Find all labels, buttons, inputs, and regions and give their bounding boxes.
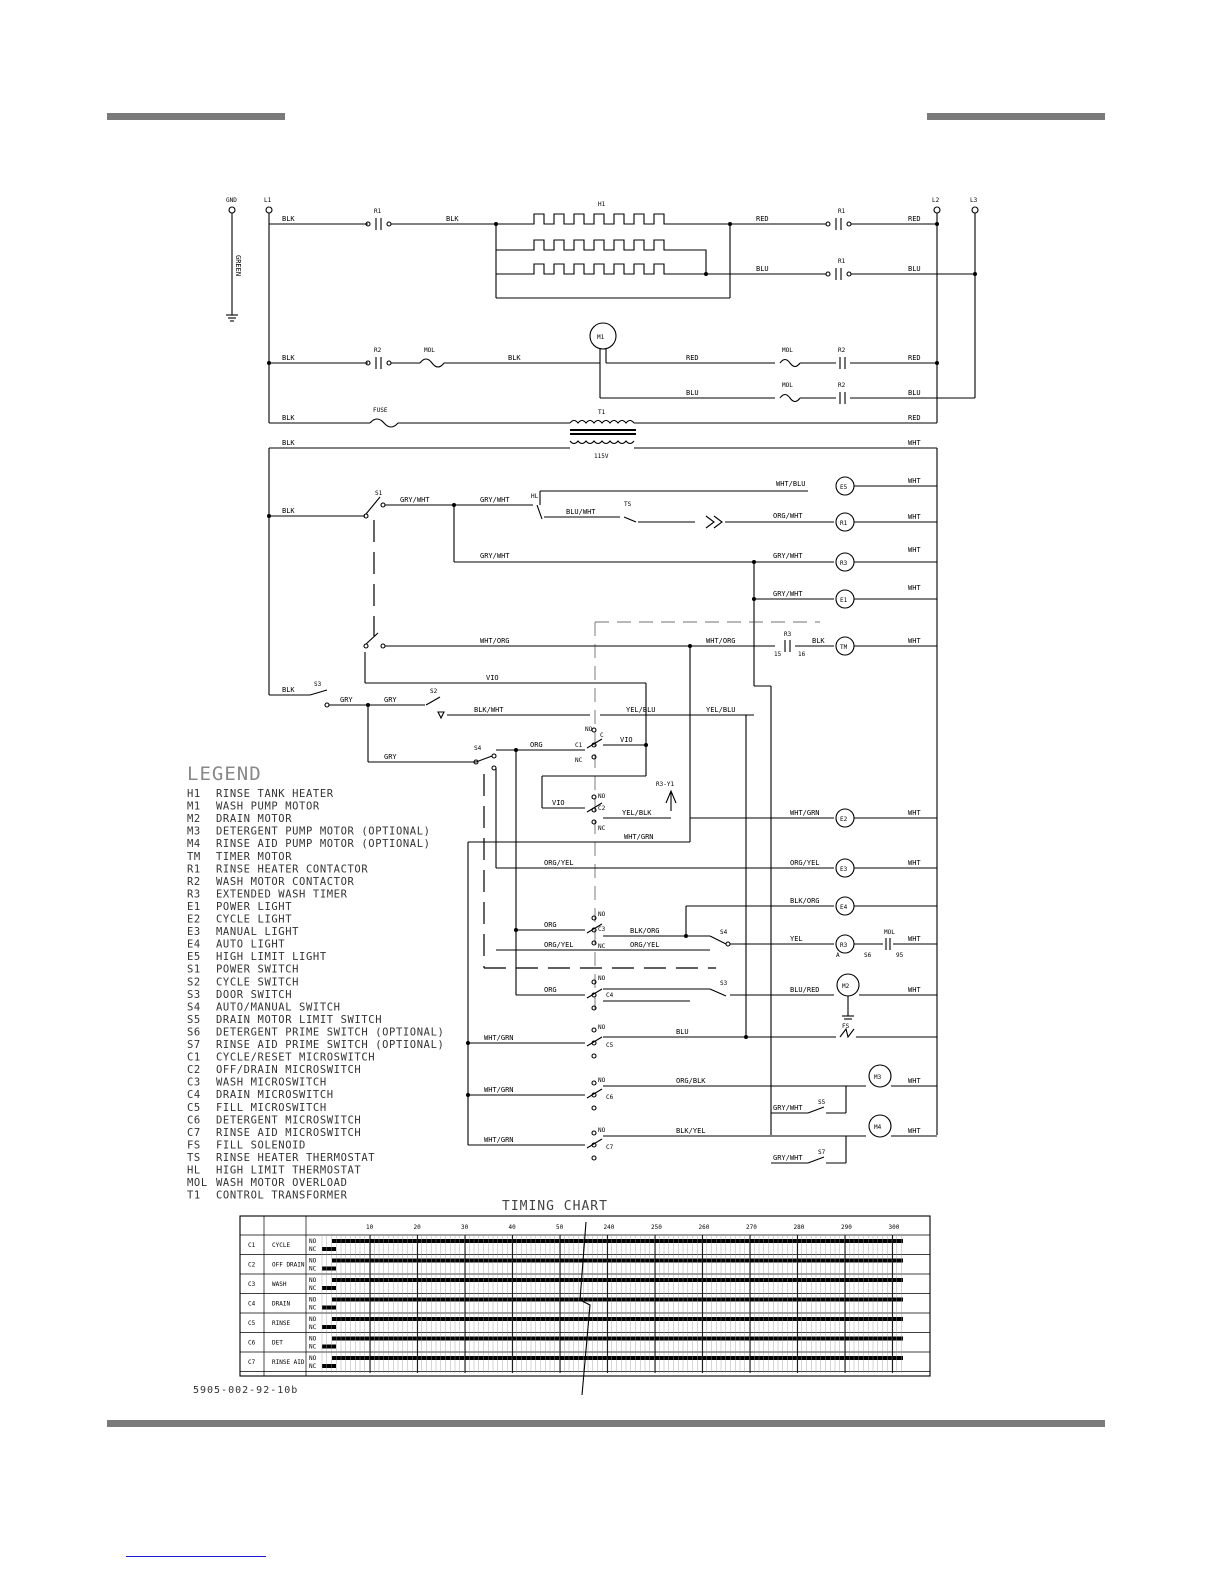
legend-desc-s4: AUTO/MANUAL SWITCH — [216, 1001, 341, 1014]
svg-text:GRY/WHT: GRY/WHT — [773, 552, 803, 560]
svg-text:S4: S4 — [720, 929, 728, 936]
timing-row-name: WASH — [272, 1281, 287, 1288]
svg-text:MOL: MOL — [782, 347, 793, 354]
l2-terminal — [934, 207, 940, 213]
svg-text:WHT: WHT — [908, 584, 921, 592]
svg-text:BLK: BLK — [282, 215, 295, 223]
svg-text:WHT: WHT — [908, 986, 921, 994]
svg-text:ORG/YEL: ORG/YEL — [630, 941, 660, 949]
svg-text:R2: R2 — [374, 347, 382, 354]
svg-text:R3: R3 — [840, 942, 848, 949]
h1-element-3 — [496, 264, 706, 274]
svg-text:BLK: BLK — [446, 215, 459, 223]
timing-nc-label: NC — [309, 1363, 317, 1370]
svg-text:95: 95 — [896, 952, 904, 959]
svg-text:R1: R1 — [374, 208, 382, 215]
timing-no-label: NO — [309, 1296, 317, 1304]
svg-text:WHT/GRN: WHT/GRN — [484, 1136, 514, 1144]
green-label: GREEN — [234, 255, 242, 277]
timing-row-name: RINSE AID — [272, 1359, 305, 1366]
legend-desc-e4: AUTO LIGHT — [216, 938, 286, 951]
svg-text:16: 16 — [798, 651, 806, 658]
svg-text:NO: NO — [598, 1024, 606, 1031]
svg-text:NO: NO — [598, 793, 606, 800]
legend-code-s2: S2 — [187, 976, 201, 989]
svg-text:R1: R1 — [838, 208, 846, 215]
legend-code-s7: S7 — [187, 1039, 201, 1051]
l3-terminal — [972, 207, 978, 213]
legend-code-r3: R3 — [187, 888, 201, 901]
svg-text:GRY: GRY — [340, 696, 353, 704]
svg-text:A: A — [836, 952, 840, 959]
svg-text:E1: E1 — [840, 597, 848, 604]
timing-row-code: C3 — [248, 1281, 256, 1288]
legend-desc-s1: POWER SWITCH — [216, 963, 300, 976]
legend-desc-s5: DRAIN MOTOR LIMIT SWITCH — [216, 1013, 383, 1026]
svg-text:R2: R2 — [838, 382, 846, 389]
svg-text:R2: R2 — [838, 347, 846, 354]
svg-text:WHT/GRN: WHT/GRN — [790, 809, 820, 817]
legend-code-e4: E4 — [187, 938, 201, 951]
timing-nc-label: NC — [309, 1324, 317, 1331]
timing-tick-label: 270 — [746, 1224, 757, 1231]
legend-desc-e1: POWER LIGHT — [216, 900, 293, 913]
timing-row-name: RINSE — [272, 1320, 291, 1327]
svg-text:NO: NO — [598, 911, 606, 918]
svg-text:ORG/YEL: ORG/YEL — [544, 859, 574, 867]
svg-text:S2: S2 — [430, 688, 438, 695]
timing-no-label: NO — [309, 1257, 317, 1265]
timing-chart-title: TIMING CHART — [502, 1199, 608, 1214]
svg-text:GRY/WHT: GRY/WHT — [480, 552, 510, 560]
legend-desc-hl: HIGH LIMIT THERMOSTAT — [216, 1164, 362, 1177]
svg-text:NO: NO — [598, 1077, 606, 1084]
svg-text:GRY: GRY — [384, 753, 397, 761]
svg-text:T1: T1 — [598, 409, 606, 416]
cycle-circuit — [269, 652, 937, 1145]
svg-text:BLK: BLK — [282, 507, 295, 515]
svg-text:RED: RED — [908, 215, 921, 223]
h1-element-1 — [496, 214, 730, 224]
legend-code-m2: M2 — [187, 813, 201, 826]
timing-no-label: NO — [309, 1316, 317, 1323]
svg-text:WHT: WHT — [908, 1127, 921, 1135]
timing-tick-label: 10 — [366, 1224, 374, 1231]
timing-nc-label: NC — [309, 1343, 317, 1351]
svg-text:BLU: BLU — [756, 265, 769, 273]
legend-desc-s3: DOOR SWITCH — [216, 988, 293, 1001]
svg-text:C5: C5 — [606, 1042, 614, 1049]
timing-nc-label: NC — [309, 1304, 317, 1312]
svg-text:BLK/YEL: BLK/YEL — [676, 1127, 706, 1135]
svg-text:15: 15 — [774, 651, 782, 658]
legend-code-e3: E3 — [187, 926, 201, 939]
timing-row-name: DRAIN — [272, 1300, 291, 1308]
timing-nc-label: NC — [309, 1265, 317, 1273]
legend-code-c1: C1 — [187, 1051, 201, 1064]
svg-text:WHT: WHT — [908, 935, 921, 943]
svg-text:C6: C6 — [606, 1094, 614, 1101]
ground-wire — [226, 213, 242, 321]
legend-code-s1: S1 — [187, 963, 201, 976]
svg-text:MOL: MOL — [424, 347, 435, 354]
l2-label: L2 — [932, 197, 940, 204]
svg-text:WHT/GRN: WHT/GRN — [484, 1086, 514, 1094]
svg-text:WHT: WHT — [908, 439, 921, 447]
svg-text:NO: NO — [598, 975, 606, 982]
svg-text:RED: RED — [908, 354, 921, 362]
svg-text:S1: S1 — [375, 490, 383, 497]
svg-text:ORG: ORG — [530, 741, 543, 749]
legend-code-h1: H1 — [187, 788, 201, 800]
legend-desc-e3: MANUAL LIGHT — [216, 926, 300, 939]
svg-text:GRY/WHT: GRY/WHT — [480, 496, 510, 504]
legend-desc-t1: CONTROL TRANSFORMER — [216, 1189, 348, 1202]
legend-desc-ts: RINSE HEATER THERMOSTAT — [216, 1151, 376, 1164]
svg-text:NO: NO — [598, 1127, 606, 1134]
svg-text:GRY/WHT: GRY/WHT — [773, 590, 803, 598]
svg-text:BLK/ORG: BLK/ORG — [630, 927, 660, 935]
timing-no-label: NO — [309, 1238, 317, 1245]
legend-code-c3: C3 — [187, 1076, 201, 1089]
svg-text:BLK: BLK — [282, 354, 295, 362]
svg-text:WHT: WHT — [908, 546, 921, 554]
legend-code-c6: C6 — [187, 1114, 201, 1127]
svg-text:WHT: WHT — [908, 637, 921, 645]
legend-desc-fs: FILL SOLENOID — [216, 1139, 306, 1152]
timer-switch-circuit — [466, 715, 937, 1173]
svg-text:R1: R1 — [840, 520, 848, 527]
legend-code-m4: M4 — [187, 838, 201, 851]
l1-terminal — [266, 207, 272, 213]
svg-text:WHT/ORG: WHT/ORG — [706, 637, 736, 645]
gnd-label: GND — [226, 197, 237, 204]
timing-tick-label: 260 — [698, 1224, 710, 1231]
legend-code-s3: S3 — [187, 988, 201, 1001]
legend-code-m1: M1 — [187, 800, 201, 813]
svg-text:H1: H1 — [598, 201, 606, 208]
svg-text:YEL/BLU: YEL/BLU — [626, 706, 656, 714]
svg-text:E3: E3 — [840, 866, 848, 873]
timing-row-code: C7 — [248, 1359, 256, 1366]
timing-chart — [240, 1199, 930, 1395]
timing-row-code: C1 — [248, 1242, 256, 1249]
svg-text:115V: 115V — [594, 453, 609, 460]
legend-code-e2: E2 — [187, 913, 201, 926]
timing-row-code: C4 — [248, 1300, 256, 1308]
timing-row-name: CYCLE — [272, 1242, 291, 1249]
svg-text:GRY/WHT: GRY/WHT — [773, 1104, 803, 1112]
timing-no-label: NO — [309, 1335, 317, 1343]
svg-text:BLK: BLK — [282, 414, 295, 422]
timing-tick-label: 280 — [793, 1224, 805, 1231]
legend-desc-s6: DETERGENT PRIME SWITCH (OPTIONAL) — [216, 1026, 445, 1039]
gnd-terminal — [229, 207, 235, 213]
svg-text:YEL: YEL — [790, 935, 803, 943]
timing-row-name: OFF DRAIN — [272, 1261, 305, 1269]
legend-code-fs: FS — [187, 1139, 201, 1152]
legend-code-c2: C2 — [187, 1064, 201, 1077]
l1-label: L1 — [264, 197, 272, 204]
legend-desc-c5: FILL MICROSWITCH — [216, 1101, 327, 1114]
legend-code-s5: S5 — [187, 1013, 201, 1026]
timing-nc-label: NC — [309, 1246, 317, 1253]
svg-text:HL: HL — [531, 493, 539, 500]
svg-text:RED: RED — [908, 414, 921, 422]
svg-text:NC: NC — [598, 825, 606, 832]
legend-code-c5: C5 — [187, 1101, 201, 1114]
svg-text:BLK/WHT: BLK/WHT — [474, 706, 504, 714]
svg-text:TS: TS — [624, 501, 632, 508]
svg-text:BLK: BLK — [282, 686, 295, 694]
legend-code-s4: S4 — [187, 1001, 201, 1014]
svg-text:E5: E5 — [840, 484, 848, 491]
legend-desc-r1: RINSE HEATER CONTACTOR — [216, 863, 369, 876]
svg-text:GRY/WHT: GRY/WHT — [773, 1154, 803, 1162]
svg-text:BLK: BLK — [812, 637, 825, 645]
svg-text:R3: R3 — [784, 631, 792, 638]
svg-text:RED: RED — [756, 215, 769, 223]
legend-desc-m1: WASH PUMP MOTOR — [216, 800, 320, 813]
legend-desc-c2: OFF/DRAIN MICROSWITCH — [216, 1064, 362, 1077]
timing-tick-label: 240 — [603, 1224, 615, 1231]
h1-element-2 — [496, 240, 706, 274]
timing-tick-label: 30 — [461, 1224, 469, 1231]
legend-desc-mol: WASH MOTOR OVERLOAD — [216, 1177, 348, 1190]
svg-text:BLU: BLU — [686, 389, 699, 397]
svg-text:E2: E2 — [840, 816, 848, 823]
svg-text:BLU: BLU — [676, 1028, 689, 1036]
svg-text:ORG/YEL: ORG/YEL — [790, 859, 820, 867]
svg-text:S7: S7 — [818, 1149, 826, 1156]
svg-text:MOL: MOL — [782, 382, 793, 389]
svg-text:R3: R3 — [840, 560, 848, 567]
svg-text:WHT/ORG: WHT/ORG — [480, 637, 510, 645]
timing-tick-label: 40 — [508, 1224, 516, 1231]
legend-desc-c4: DRAIN MICROSWITCH — [216, 1089, 334, 1102]
svg-text:BLU: BLU — [908, 389, 921, 397]
legend-desc-c6: DETERGENT MICROSWITCH — [216, 1114, 362, 1127]
wash-motor-circuit — [267, 323, 975, 404]
svg-text:S3: S3 — [720, 980, 728, 987]
legend-desc-c3: WASH MICROSWITCH — [216, 1076, 327, 1089]
svg-text:BLK: BLK — [282, 439, 295, 447]
svg-text:RED: RED — [686, 354, 699, 362]
svg-text:BLU: BLU — [908, 265, 921, 273]
timing-chart-grid — [322, 1222, 902, 1395]
timing-no-label: NO — [309, 1277, 317, 1284]
svg-text:VIO: VIO — [620, 736, 633, 744]
svg-text:M2: M2 — [842, 983, 850, 990]
svg-text:R1: R1 — [838, 258, 846, 265]
legend-desc-h1: RINSE TANK HEATER — [216, 788, 334, 800]
svg-text:C3: C3 — [598, 926, 606, 933]
legend-desc-tm: TIMER MOTOR — [216, 850, 293, 863]
svg-text:ORG: ORG — [544, 986, 557, 994]
svg-text:S3: S3 — [314, 681, 322, 688]
legend-code-r1: R1 — [187, 863, 201, 876]
timing-row-code: C5 — [248, 1320, 256, 1327]
timing-no-label: NO — [309, 1355, 317, 1362]
svg-text:R3-Y1: R3-Y1 — [656, 781, 675, 788]
svg-text:GRY/WHT: GRY/WHT — [400, 496, 430, 504]
legend-code-e1: E1 — [187, 900, 201, 913]
svg-text:FS: FS — [842, 1023, 850, 1030]
legend-list — [187, 788, 444, 1202]
heater-circuit — [269, 201, 977, 298]
legend-desc-s2: CYCLE SWITCH — [216, 976, 300, 989]
svg-text:S5: S5 — [818, 1099, 826, 1106]
svg-text:S4: S4 — [474, 745, 482, 752]
legend-desc-m3: DETERGENT PUMP MOTOR (OPTIONAL) — [216, 825, 431, 838]
legend-desc-e5: HIGH LIMIT LIGHT — [216, 951, 327, 964]
timing-tick-label: 290 — [841, 1224, 852, 1231]
svg-text:NO: NO — [585, 726, 593, 733]
legend-code-s6: S6 — [187, 1026, 201, 1039]
svg-text:WHT: WHT — [908, 809, 921, 817]
svg-text:WHT: WHT — [908, 1077, 921, 1085]
svg-text:M1: M1 — [597, 334, 605, 341]
svg-text:ORG/YEL: ORG/YEL — [544, 941, 574, 949]
timing-row-code: C6 — [248, 1339, 256, 1347]
svg-text:NC: NC — [598, 943, 606, 950]
svg-text:C2: C2 — [598, 805, 606, 812]
legend-title: LEGEND — [187, 763, 262, 785]
legend-code-r2: R2 — [187, 875, 201, 888]
legend-code-hl: HL — [187, 1164, 201, 1177]
svg-text:WHT: WHT — [908, 513, 921, 521]
svg-text:TM: TM — [840, 644, 848, 651]
legend-code-ts: TS — [187, 1151, 201, 1164]
svg-text:WHT/BLU: WHT/BLU — [776, 480, 806, 488]
svg-text:VIO: VIO — [552, 799, 565, 807]
svg-text:C: C — [600, 732, 604, 739]
legend-desc-e2: CYCLE LIGHT — [216, 913, 293, 926]
legend-desc-m4: RINSE AID PUMP MOTOR (OPTIONAL) — [216, 838, 431, 851]
timing-nc-label: NC — [309, 1285, 317, 1292]
svg-text:M4: M4 — [874, 1124, 882, 1131]
legend-desc-c1: CYCLE/RESET MICROSWITCH — [216, 1051, 376, 1064]
timing-chart-ticks — [366, 1224, 900, 1231]
svg-text:BLK/ORG: BLK/ORG — [790, 897, 820, 905]
timing-row-code: C2 — [248, 1261, 256, 1269]
svg-text:FUSE: FUSE — [373, 407, 388, 414]
legend-desc-r2: WASH MOTOR CONTACTOR — [216, 875, 355, 888]
svg-text:E4: E4 — [840, 904, 848, 911]
svg-text:S6: S6 — [864, 952, 872, 959]
legend-code-c4: C4 — [187, 1089, 201, 1102]
svg-text:C4: C4 — [606, 992, 614, 999]
svg-text:WHT/GRN: WHT/GRN — [624, 833, 654, 841]
timing-row-name: DET — [272, 1339, 283, 1347]
svg-text:YEL/BLU: YEL/BLU — [706, 706, 736, 714]
legend-code-c7: C7 — [187, 1126, 201, 1139]
legend-code-e5: E5 — [187, 951, 201, 964]
svg-text:GRY: GRY — [384, 696, 397, 704]
svg-text:YEL/BLK: YEL/BLK — [622, 809, 652, 817]
svg-text:NC: NC — [575, 757, 583, 764]
legend-desc-r3: EXTENDED WASH TIMER — [216, 888, 348, 901]
legend-code-m3: M3 — [187, 825, 201, 838]
drawing-number: 5905-002-92-10b — [193, 1385, 299, 1396]
svg-text:MOL: MOL — [884, 929, 895, 936]
svg-text:BLU/WHT: BLU/WHT — [566, 508, 596, 516]
svg-text:ORG/WHT: ORG/WHT — [773, 512, 803, 520]
timing-tick-label: 300 — [888, 1224, 900, 1231]
legend — [187, 763, 444, 1202]
svg-text:C1: C1 — [575, 742, 583, 749]
svg-text:WHT/GRN: WHT/GRN — [484, 1034, 514, 1042]
legend-desc-c7: RINSE AID MICROSWITCH — [216, 1126, 362, 1139]
legend-code-tm: TM — [187, 850, 201, 863]
timing-tick-label: 250 — [651, 1224, 662, 1231]
legend-desc-s7: RINSE AID PRIME SWITCH (OPTIONAL) — [216, 1039, 445, 1051]
l3-label: L3 — [970, 197, 978, 204]
svg-text:M3: M3 — [874, 1074, 882, 1081]
control-transformer — [269, 407, 937, 460]
svg-text:C7: C7 — [606, 1144, 614, 1151]
legend-code-mol: MOL — [187, 1177, 208, 1190]
legend-desc-m2: DRAIN MOTOR — [216, 813, 293, 826]
svg-text:ORG/BLK: ORG/BLK — [676, 1077, 706, 1085]
svg-text:ORG: ORG — [544, 921, 557, 929]
svg-text:VIO: VIO — [486, 674, 499, 682]
timing-tick-label: 50 — [556, 1224, 564, 1231]
svg-text:WHT: WHT — [908, 477, 921, 485]
legend-code-t1: T1 — [187, 1189, 201, 1202]
svg-text:WHT: WHT — [908, 859, 921, 867]
svg-text:BLK: BLK — [508, 354, 521, 362]
timing-tick-label: 20 — [413, 1224, 421, 1231]
svg-text:BLU/RED: BLU/RED — [790, 986, 820, 994]
